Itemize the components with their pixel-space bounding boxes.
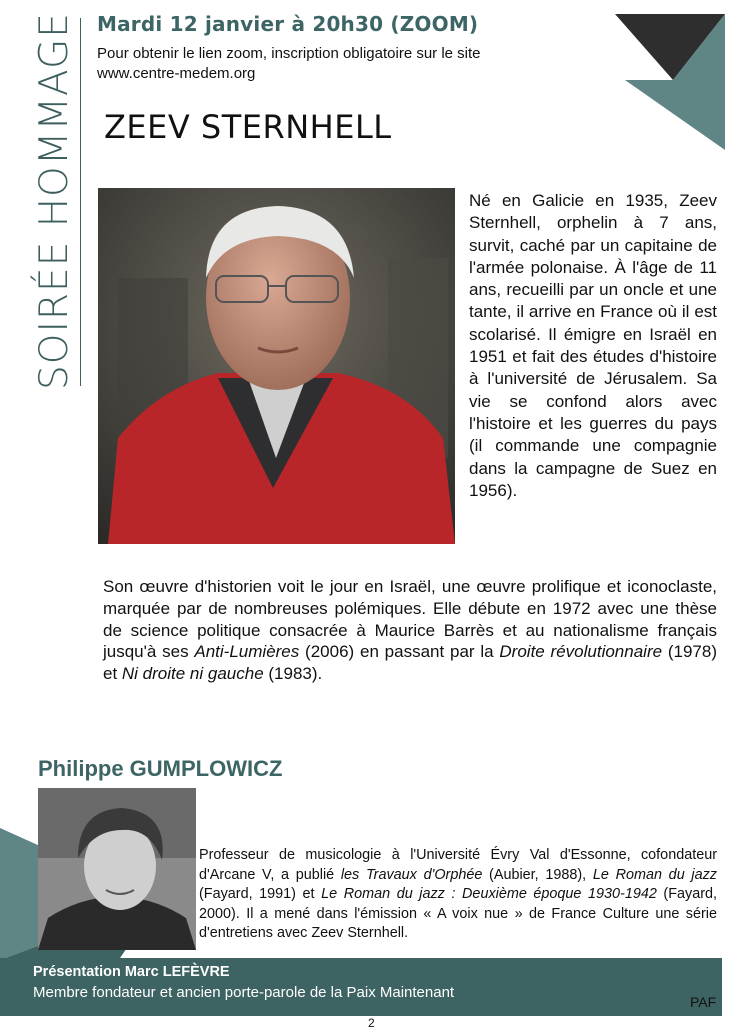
book-title: Anti-Lumières	[194, 642, 300, 662]
honoree-bio: Né en Galicie en 1935, Zeev Sternhell, orphelin à 7 ans, survit, caché par un capitaine de l'armée polonaise. À l'âge de 11 ans, recueilli par un oncle et une tante, il arrive en France où il est scolarisé. Il émigre en Israël en 1951 et fait des études d'histoire à l'université de Jérusalem. Sa vie se confond alors avec l'histoire et les guerres du pays (il commande une compagnie dans la campagne de Suez en 1956).	[469, 191, 717, 500]
oeuvre-text-part: (1978) et	[103, 642, 717, 684]
honoree-name: ZEEV STERNHELL	[104, 108, 392, 146]
vertical-banner	[28, 12, 86, 390]
event-date: Mardi 12 janvier à 20h30 (ZOOM)	[97, 12, 479, 36]
moderator-role: Membre fondateur et ancien porte-parole de la Paix Maintenant	[33, 984, 455, 1001]
presenter-text-part: (Aubier, 1988),	[482, 866, 593, 883]
oeuvre-text-part: (1983).	[263, 664, 323, 684]
presenter-text-part: Professeur de musicologie à l'Université Évry Val d'Essonne, cofondateur d'Arcane V, a publié	[199, 847, 717, 883]
book-title: Ni droite ni gauche	[121, 664, 264, 684]
honoree-oeuvre	[103, 576, 717, 685]
oeuvre-text-part: (2006) en passant par la	[299, 642, 500, 662]
event-info	[97, 44, 597, 84]
website-link[interactable]: www.centre-medem.org	[97, 65, 256, 82]
presenter-name: Philippe GUMPLOWICZ	[38, 756, 283, 781]
oeuvre-text-part: Son œuvre d'historien voit le jour en Israël, une œuvre prolifique et iconoclaste, marquée par de nombreuses polémiques. Elle débute en 1972 avec une thèse de science politique consacrée à Maurice Barrès et au nationalisme français jusqu'à ses	[103, 577, 717, 662]
registration-note: Pour obtenir le lien zoom, inscription obligatoire sur le site	[97, 45, 481, 62]
presenter-bio	[199, 846, 717, 944]
book-title: les Travaux d'Orphée	[340, 866, 483, 883]
presenter-text-part: (Fayard, 1991) et	[199, 886, 322, 903]
moderator-title: Présentation Marc LEFÈVRE	[33, 964, 230, 980]
presenter-photo	[38, 788, 196, 950]
book-title: Le Roman du jazz	[592, 866, 717, 883]
book-title: Le Roman du jazz : Deuxième époque 1930-1942	[321, 886, 657, 903]
vertical-title: SOIRÉE HOMMAGE	[32, 12, 77, 390]
presenter-text-part: (Fayard, 2000). Il a mené dans l'émission « A voix nue » de France Culture une série d'entretiens avec Zeev Sternhell.	[199, 886, 718, 942]
book-title: Droite révolutionnaire	[499, 642, 663, 662]
decorative-triangles	[615, 14, 725, 150]
honoree-portrait	[98, 188, 455, 544]
page-number: 2	[368, 1016, 375, 1030]
banner-divider	[80, 18, 81, 386]
paf-label: PAF	[690, 994, 717, 1010]
